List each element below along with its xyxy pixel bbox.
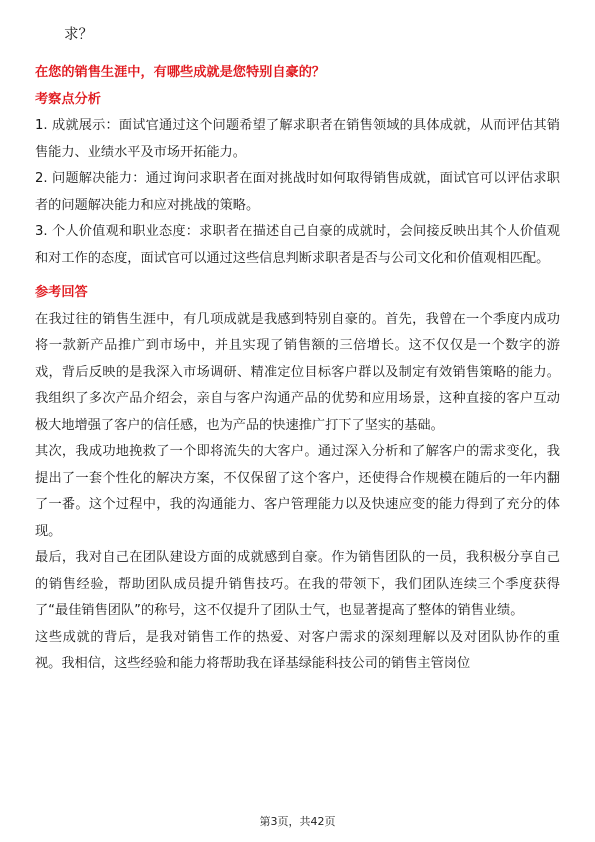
page-content bbox=[35, 60, 560, 678]
answer-paragraph-1: 在我过往的销售生涯中，有几项成就是我感到特别自豪的。首先，我曾在一个季度内成功将一款新产品推广到市场中，并且实现了销售额的三倍增长。这不仅仅是一个数字的游戏，背后反映的是我深入市场调研、精准定位目标客户群以及制定有效销售策略的能力。我组织了多次产品介绍会，亲自与客户沟通产品的优势和应用场景，这种直接的客户互动极大地增强了客户的信任感，也为产品的快速推广打下了坚实的基础。 bbox=[35, 311, 560, 433]
answer-heading: 参考回答 bbox=[35, 285, 88, 300]
answer-paragraph-2: 其次，我成功地挽救了一个即将流失的大客户。通过深入分析和了解客户的需求变化，我提出了一套个性化的解决方案，不仅保留了这个客户，还使得合作规模在随后的一年内翻了一番。这个过程中，我的沟通能力、客户管理能力以及快速应变的能力得到了充分的体现。 bbox=[35, 444, 560, 539]
analysis-item-2: 2. 问题解决能力：通过询问求职者在面对挑战时如何取得销售成就，面试官可以评估求职者的问题解决能力和应对挑战的策略。 bbox=[35, 171, 560, 213]
answer-paragraph-3: 最后，我对自己在团队建设方面的成就感到自豪。作为销售团队的一员，我积极分享自己的销售经验，帮助团队成员提升销售技巧。在我的带领下，我们团队连续三个季度获得了“最佳销售团队”的称号，这不仅提升了团队士气，也显著提高了整体的销售业绩。 bbox=[35, 550, 560, 618]
analysis-item-1: 1. 成就展示：面试官通过这个问题希望了解求职者在销售领域的具体成就，从而评估其销售能力、业绩水平及市场开拓能力。 bbox=[35, 118, 560, 160]
analysis-heading: 考察点分析 bbox=[35, 91, 101, 107]
page-number-footer: 第3页，共42页 bbox=[259, 815, 336, 828]
analysis-item-3: 3. 个人价值观和职业态度：求职者在描述自己自豪的成就时，会间接反映出其个人价值观和对工作的态度，面试官可以通过这些信息判断求职者是否与公司文化和价值观相匹配。 bbox=[35, 224, 560, 266]
previous-question-tail: 求？ bbox=[64, 27, 93, 43]
interview-question: 在您的销售生涯中，有哪些成就是您特别自豪的？ bbox=[35, 65, 326, 80]
section-spacer bbox=[35, 272, 560, 280]
answer-paragraph-4: 这些成就的背后，是我对销售工作的热爱、对客户需求的深刻理解以及对团队协作的重视。我相信，这些经验和能力将帮助我在译基绿能科技公司的销售主管岗位 bbox=[35, 629, 560, 671]
